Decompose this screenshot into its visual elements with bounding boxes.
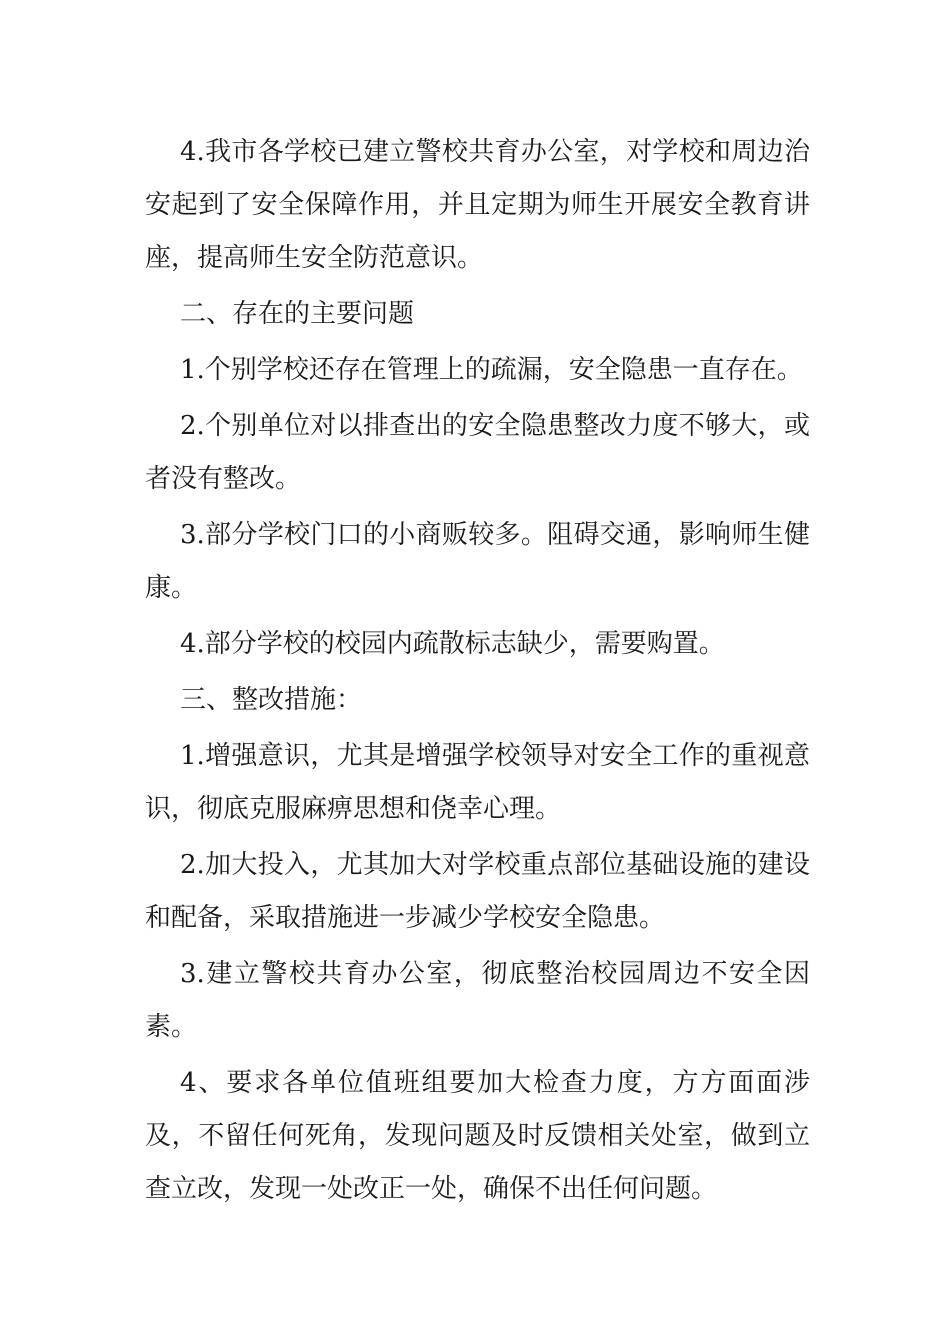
paragraph-school-police-office: 4.我市各学校已建立警校共育办公室，对学校和周边治安起到了安全保障作用，并且定期为师生开展安全教育讲座，提高师生安全防范意识。: [145, 137, 810, 273]
measure-item-4: 4、要求各单位值班组要加大检查力度，方方面面涉及，不留任何死角，发现问题及时反馈相关处室，做到立查立改，发现一处改正一处，确保不出任何问题。: [145, 1068, 810, 1204]
problem-item-1: 1.个别学校还存在管理上的疏漏，安全隐患一直存在。: [180, 355, 803, 385]
section-heading-main-problems: 二、存在的主要问题: [180, 299, 415, 329]
measure-item-3: 3.建立警校共育办公室，彻底整治校园周边不安全因素。: [145, 959, 810, 1042]
problem-item-3: 3.部分学校门口的小商贩较多。阻碍交通，影响师生健康。: [145, 520, 810, 603]
measure-item-1: 1.增强意识，尤其是增强学校领导对安全工作的重视意识，彻底克服麻痹思想和侥幸心理。: [145, 741, 810, 824]
problem-item-4: 4.部分学校的校园内疏散标志缺少，需要购置。: [180, 629, 725, 659]
problem-item-2: 2.个别单位对以排查出的安全隐患整改力度不够大，或者没有整改。: [145, 411, 810, 494]
measure-item-2: 2.加大投入，尤其加大对学校重点部位基础设施的建设和配备，采取措施进一步减少学校安全隐患。: [145, 850, 810, 933]
document-body: [145, 126, 810, 1216]
section-heading-rectification-measures: 三、整改措施：: [180, 685, 363, 715]
